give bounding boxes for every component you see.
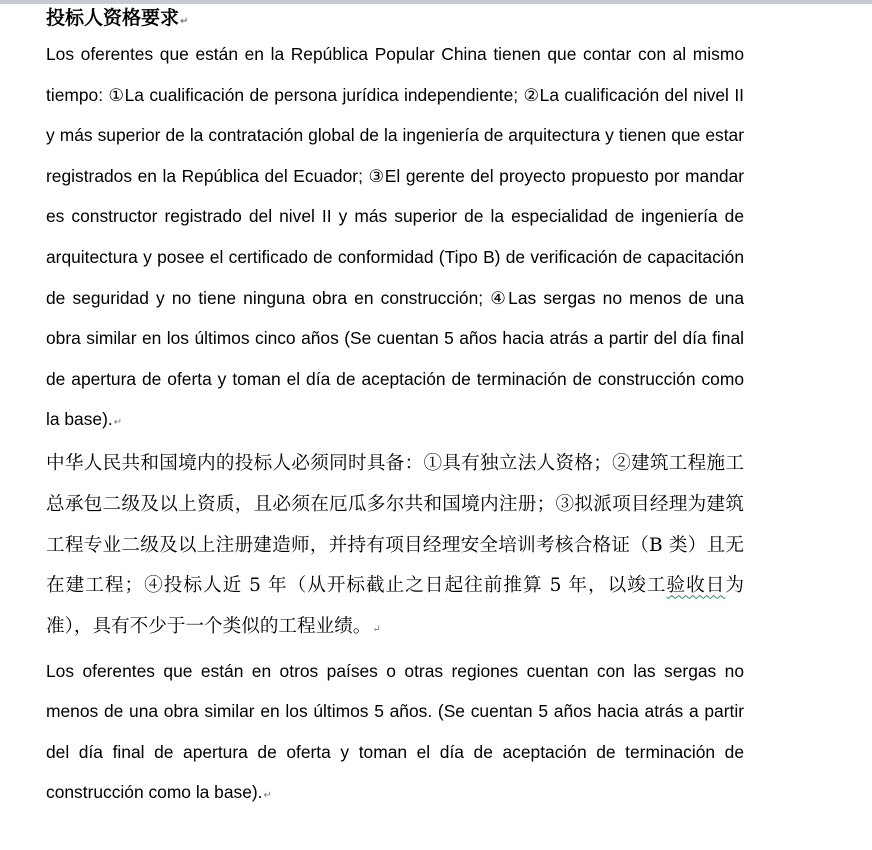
paragraph-spanish-china-bidders [46, 34, 744, 444]
spellcheck-underlined-text: 验收日 [666, 575, 726, 597]
paragraph-chinese-china-bidders [46, 444, 744, 651]
paragraph-mark-icon: ↵ [180, 16, 189, 27]
paragraph-mark-icon: ↵ [372, 624, 381, 636]
paragraph-text: 中华人民共和国境内的投标人必须同时具备：①具有独立法人资格；②建筑工程施工总承包二级及以上资质，且必须在厄瓜多尔共和国境内注册；③拟派项目经理为建筑工程专业二级及以上注册建造师，并持有项目经理安全培训考核合格证（B 类）且无在建工程；④投标人近 5 年（从开标截止之日起往前推算 5 年，以竣工 [46, 452, 744, 597]
document-page [46, 4, 744, 817]
paragraph-spanish-foreign-bidders [46, 651, 744, 817]
paragraph-mark-icon: ↵ [113, 417, 123, 429]
paragraph-text: Los oferentes que están en la República Popular China tienen que contar con al mismo tiempo: ①La cualificación de persona jurídica independiente; ②La cualificación del nivel II y más superior de la contratación global de la ingeniería de arquitectura y tienen que estar registrados en la República del Ecuador; ③El gerente del proyecto propuesto por mandar es constructor registrado del nivel II y más superior de la especialidad de ingeniería de arquitectura y posee el certificado de conformidad (Tipo B) de verificación de capacitación de seguridad y no tiene ninguna obra en construcción; ④Las sergas no menos de una obra similar en los últimos cinco años (Se cuentan 5 años hacia atrás a partir del día final de apertura de oferta y toman el día de aceptación de terminación de construcción como la base). [46, 44, 744, 430]
section-heading [46, 4, 744, 34]
paragraph-text: Los oferentes que están en otros países o otras regiones cuentan con las sergas no menos de una obra similar en los últimos 5 años. (Se cuentan 5 años hacia atrás a partir del día final de apertura de oferta y toman el día de aceptación de terminación de construcción como la base). [46, 660, 744, 803]
heading-text: 投标人资格要求 [46, 8, 180, 29]
paragraph-mark-icon: ↵ [263, 790, 272, 802]
paragraph-text-end: 为准），具有不少于一个类似的工程业绩。 [46, 575, 744, 638]
